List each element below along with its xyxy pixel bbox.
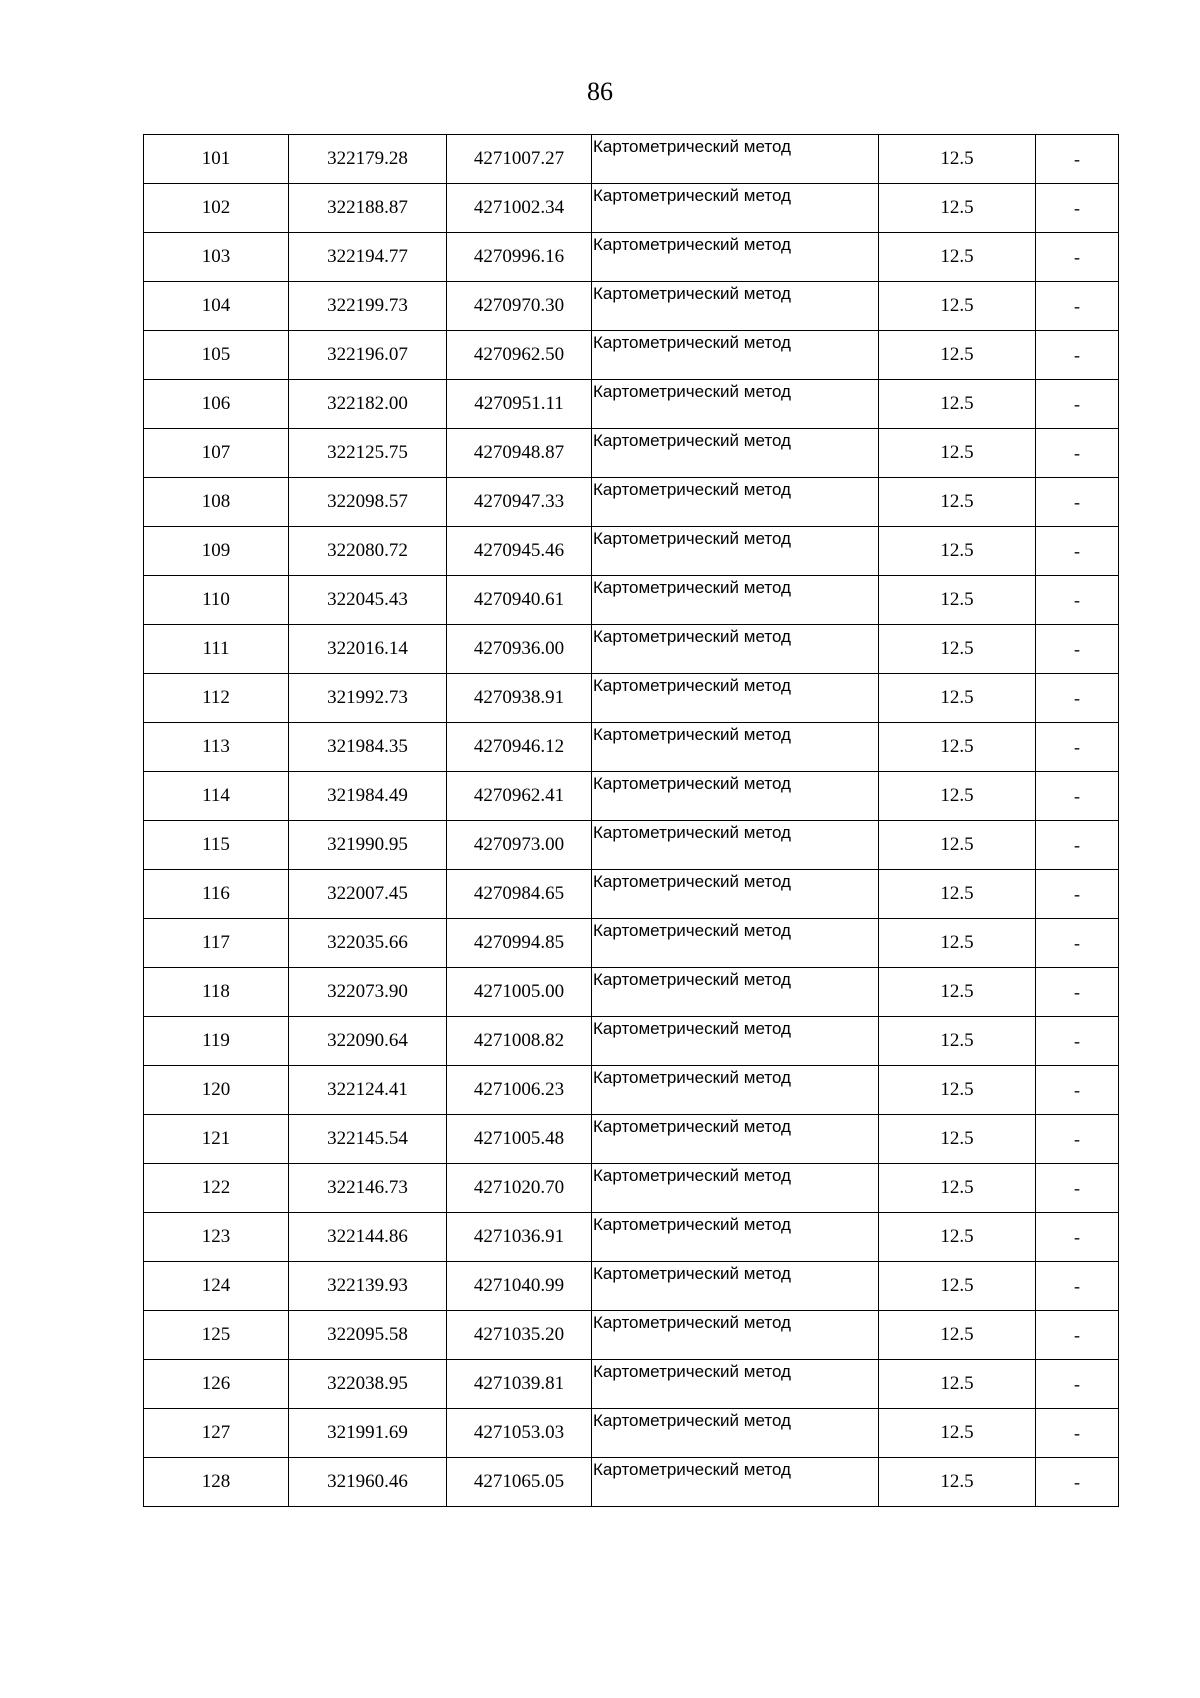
note-cell: - — [1036, 919, 1119, 968]
y-coordinate-cell: 4271002.34 — [447, 184, 592, 233]
point-number-cell: 125 — [144, 1311, 289, 1360]
point-number-cell: 114 — [144, 772, 289, 821]
note-cell: - — [1036, 1115, 1119, 1164]
point-number-cell: 124 — [144, 1262, 289, 1311]
y-coordinate-cell: 4270945.46 — [447, 527, 592, 576]
accuracy-cell: 12.5 — [879, 1213, 1036, 1262]
y-coordinate-cell: 4270996.16 — [447, 233, 592, 282]
note-cell: - — [1036, 233, 1119, 282]
point-number-cell: 104 — [144, 282, 289, 331]
y-coordinate-cell: 4270984.65 — [447, 870, 592, 919]
table-row — [144, 674, 1119, 723]
y-coordinate-cell: 4271039.81 — [447, 1360, 592, 1409]
table-row — [144, 1360, 1119, 1409]
accuracy-cell: 12.5 — [879, 576, 1036, 625]
table-row — [144, 184, 1119, 233]
y-coordinate-cell: 4270962.50 — [447, 331, 592, 380]
table-row — [144, 821, 1119, 870]
y-coordinate-cell: 4271008.82 — [447, 1017, 592, 1066]
point-number-cell: 107 — [144, 429, 289, 478]
table-row — [144, 331, 1119, 380]
method-cell: Картометрический метод — [592, 1115, 879, 1164]
note-cell: - — [1036, 674, 1119, 723]
point-number-cell: 112 — [144, 674, 289, 723]
table-row — [144, 1017, 1119, 1066]
note-cell: - — [1036, 870, 1119, 919]
x-coordinate-cell: 322146.73 — [289, 1164, 447, 1213]
method-cell: Картометрический метод — [592, 870, 879, 919]
x-coordinate-cell: 322073.90 — [289, 968, 447, 1017]
method-cell: Картометрический метод — [592, 478, 879, 527]
table-row — [144, 1458, 1119, 1507]
method-cell: Картометрический метод — [592, 919, 879, 968]
note-cell: - — [1036, 135, 1119, 184]
table-row — [144, 625, 1119, 674]
point-number-cell: 109 — [144, 527, 289, 576]
method-cell: Картометрический метод — [592, 625, 879, 674]
method-cell: Картометрический метод — [592, 331, 879, 380]
note-cell: - — [1036, 429, 1119, 478]
table-row — [144, 1213, 1119, 1262]
note-cell: - — [1036, 380, 1119, 429]
x-coordinate-cell: 322038.95 — [289, 1360, 447, 1409]
x-coordinate-cell: 321992.73 — [289, 674, 447, 723]
accuracy-cell: 12.5 — [879, 723, 1036, 772]
note-cell: - — [1036, 576, 1119, 625]
y-coordinate-cell: 4270938.91 — [447, 674, 592, 723]
method-cell: Картометрический метод — [592, 576, 879, 625]
accuracy-cell: 12.5 — [879, 1311, 1036, 1360]
accuracy-cell: 12.5 — [879, 1458, 1036, 1507]
point-number-cell: 126 — [144, 1360, 289, 1409]
accuracy-cell: 12.5 — [879, 674, 1036, 723]
note-cell: - — [1036, 625, 1119, 674]
note-cell: - — [1036, 331, 1119, 380]
accuracy-cell: 12.5 — [879, 1066, 1036, 1115]
y-coordinate-cell: 4271006.23 — [447, 1066, 592, 1115]
x-coordinate-cell: 322188.87 — [289, 184, 447, 233]
table-row — [144, 1115, 1119, 1164]
table-row — [144, 1164, 1119, 1213]
accuracy-cell: 12.5 — [879, 968, 1036, 1017]
accuracy-cell: 12.5 — [879, 1017, 1036, 1066]
note-cell: - — [1036, 1213, 1119, 1262]
x-coordinate-cell: 321990.95 — [289, 821, 447, 870]
y-coordinate-cell: 4271005.48 — [447, 1115, 592, 1164]
table-row — [144, 478, 1119, 527]
point-number-cell: 121 — [144, 1115, 289, 1164]
y-coordinate-cell: 4270994.85 — [447, 919, 592, 968]
note-cell: - — [1036, 527, 1119, 576]
accuracy-cell: 12.5 — [879, 527, 1036, 576]
page-number: 86 — [587, 77, 613, 106]
x-coordinate-cell: 322196.07 — [289, 331, 447, 380]
y-coordinate-cell: 4271036.91 — [447, 1213, 592, 1262]
accuracy-cell: 12.5 — [879, 184, 1036, 233]
table-row — [144, 576, 1119, 625]
accuracy-cell: 12.5 — [879, 380, 1036, 429]
table-row — [144, 380, 1119, 429]
table-row — [144, 968, 1119, 1017]
accuracy-cell: 12.5 — [879, 282, 1036, 331]
method-cell: Картометрический метод — [592, 1213, 879, 1262]
method-cell: Картометрический метод — [592, 1360, 879, 1409]
x-coordinate-cell: 322090.64 — [289, 1017, 447, 1066]
accuracy-cell: 12.5 — [879, 1164, 1036, 1213]
accuracy-cell: 12.5 — [879, 478, 1036, 527]
x-coordinate-cell: 322145.54 — [289, 1115, 447, 1164]
method-cell: Картометрический метод — [592, 821, 879, 870]
y-coordinate-cell: 4270962.41 — [447, 772, 592, 821]
method-cell: Картометрический метод — [592, 1262, 879, 1311]
method-cell: Картометрический метод — [592, 1164, 879, 1213]
point-number-cell: 111 — [144, 625, 289, 674]
accuracy-cell: 12.5 — [879, 870, 1036, 919]
accuracy-cell: 12.5 — [879, 429, 1036, 478]
method-cell: Картометрический метод — [592, 1017, 879, 1066]
point-number-cell: 118 — [144, 968, 289, 1017]
table-row — [144, 1066, 1119, 1115]
accuracy-cell: 12.5 — [879, 1115, 1036, 1164]
method-cell: Картометрический метод — [592, 1409, 879, 1458]
x-coordinate-cell: 322199.73 — [289, 282, 447, 331]
note-cell: - — [1036, 968, 1119, 1017]
table-row — [144, 527, 1119, 576]
method-cell: Картометрический метод — [592, 282, 879, 331]
point-number-cell: 101 — [144, 135, 289, 184]
y-coordinate-cell: 4271035.20 — [447, 1311, 592, 1360]
point-number-cell: 106 — [144, 380, 289, 429]
y-coordinate-cell: 4270947.33 — [447, 478, 592, 527]
method-cell: Картометрический метод — [592, 184, 879, 233]
method-cell: Картометрический метод — [592, 674, 879, 723]
method-cell: Картометрический метод — [592, 772, 879, 821]
table-row — [144, 233, 1119, 282]
x-coordinate-cell: 322098.57 — [289, 478, 447, 527]
note-cell: - — [1036, 1409, 1119, 1458]
y-coordinate-cell: 4270951.11 — [447, 380, 592, 429]
method-cell: Картометрический метод — [592, 1066, 879, 1115]
y-coordinate-cell: 4270936.00 — [447, 625, 592, 674]
coordinates-table — [143, 134, 1119, 1507]
point-number-cell: 105 — [144, 331, 289, 380]
accuracy-cell: 12.5 — [879, 135, 1036, 184]
table-row — [144, 282, 1119, 331]
note-cell: - — [1036, 478, 1119, 527]
note-cell: - — [1036, 1066, 1119, 1115]
note-cell: - — [1036, 1017, 1119, 1066]
table-row — [144, 1409, 1119, 1458]
x-coordinate-cell: 322125.75 — [289, 429, 447, 478]
y-coordinate-cell: 4271020.70 — [447, 1164, 592, 1213]
table-row — [144, 135, 1119, 184]
accuracy-cell: 12.5 — [879, 233, 1036, 282]
x-coordinate-cell: 322080.72 — [289, 527, 447, 576]
note-cell: - — [1036, 1311, 1119, 1360]
x-coordinate-cell: 321960.46 — [289, 1458, 447, 1507]
accuracy-cell: 12.5 — [879, 821, 1036, 870]
y-coordinate-cell: 4270946.12 — [447, 723, 592, 772]
point-number-cell: 117 — [144, 919, 289, 968]
method-cell: Картометрический метод — [592, 527, 879, 576]
table-row — [144, 1311, 1119, 1360]
note-cell: - — [1036, 821, 1119, 870]
accuracy-cell: 12.5 — [879, 625, 1036, 674]
method-cell: Картометрический метод — [592, 233, 879, 282]
x-coordinate-cell: 322194.77 — [289, 233, 447, 282]
point-number-cell: 110 — [144, 576, 289, 625]
point-number-cell: 128 — [144, 1458, 289, 1507]
point-number-cell: 113 — [144, 723, 289, 772]
y-coordinate-cell: 4271053.03 — [447, 1409, 592, 1458]
point-number-cell: 102 — [144, 184, 289, 233]
method-cell: Картометрический метод — [592, 968, 879, 1017]
point-number-cell: 115 — [144, 821, 289, 870]
method-cell: Картометрический метод — [592, 135, 879, 184]
method-cell: Картометрический метод — [592, 1311, 879, 1360]
note-cell: - — [1036, 1458, 1119, 1507]
y-coordinate-cell: 4270973.00 — [447, 821, 592, 870]
accuracy-cell: 12.5 — [879, 919, 1036, 968]
method-cell: Картометрический метод — [592, 380, 879, 429]
coordinates-table-body — [144, 135, 1119, 1507]
y-coordinate-cell: 4270948.87 — [447, 429, 592, 478]
table-row — [144, 1262, 1119, 1311]
x-coordinate-cell: 322035.66 — [289, 919, 447, 968]
y-coordinate-cell: 4271040.99 — [447, 1262, 592, 1311]
note-cell: - — [1036, 1360, 1119, 1409]
point-number-cell: 120 — [144, 1066, 289, 1115]
method-cell: Картометрический метод — [592, 723, 879, 772]
table-row — [144, 919, 1119, 968]
accuracy-cell: 12.5 — [879, 772, 1036, 821]
x-coordinate-cell: 322016.14 — [289, 625, 447, 674]
y-coordinate-cell: 4271005.00 — [447, 968, 592, 1017]
point-number-cell: 119 — [144, 1017, 289, 1066]
x-coordinate-cell: 322124.41 — [289, 1066, 447, 1115]
accuracy-cell: 12.5 — [879, 1360, 1036, 1409]
note-cell: - — [1036, 1164, 1119, 1213]
y-coordinate-cell: 4271065.05 — [447, 1458, 592, 1507]
x-coordinate-cell: 322139.93 — [289, 1262, 447, 1311]
accuracy-cell: 12.5 — [879, 1262, 1036, 1311]
y-coordinate-cell: 4270970.30 — [447, 282, 592, 331]
point-number-cell: 116 — [144, 870, 289, 919]
table-row — [144, 723, 1119, 772]
method-cell: Картометрический метод — [592, 429, 879, 478]
x-coordinate-cell: 322045.43 — [289, 576, 447, 625]
point-number-cell: 122 — [144, 1164, 289, 1213]
note-cell: - — [1036, 282, 1119, 331]
note-cell: - — [1036, 1262, 1119, 1311]
method-cell: Картометрический метод — [592, 1458, 879, 1507]
accuracy-cell: 12.5 — [879, 331, 1036, 380]
x-coordinate-cell: 322144.86 — [289, 1213, 447, 1262]
point-number-cell: 103 — [144, 233, 289, 282]
point-number-cell: 123 — [144, 1213, 289, 1262]
point-number-cell: 127 — [144, 1409, 289, 1458]
table-row — [144, 429, 1119, 478]
y-coordinate-cell: 4271007.27 — [447, 135, 592, 184]
table-row — [144, 870, 1119, 919]
x-coordinate-cell: 321991.69 — [289, 1409, 447, 1458]
point-number-cell: 108 — [144, 478, 289, 527]
x-coordinate-cell: 321984.35 — [289, 723, 447, 772]
x-coordinate-cell: 322182.00 — [289, 380, 447, 429]
y-coordinate-cell: 4270940.61 — [447, 576, 592, 625]
note-cell: - — [1036, 772, 1119, 821]
x-coordinate-cell: 321984.49 — [289, 772, 447, 821]
x-coordinate-cell: 322007.45 — [289, 870, 447, 919]
note-cell: - — [1036, 723, 1119, 772]
table-row — [144, 772, 1119, 821]
x-coordinate-cell: 322179.28 — [289, 135, 447, 184]
note-cell: - — [1036, 184, 1119, 233]
x-coordinate-cell: 322095.58 — [289, 1311, 447, 1360]
accuracy-cell: 12.5 — [879, 1409, 1036, 1458]
